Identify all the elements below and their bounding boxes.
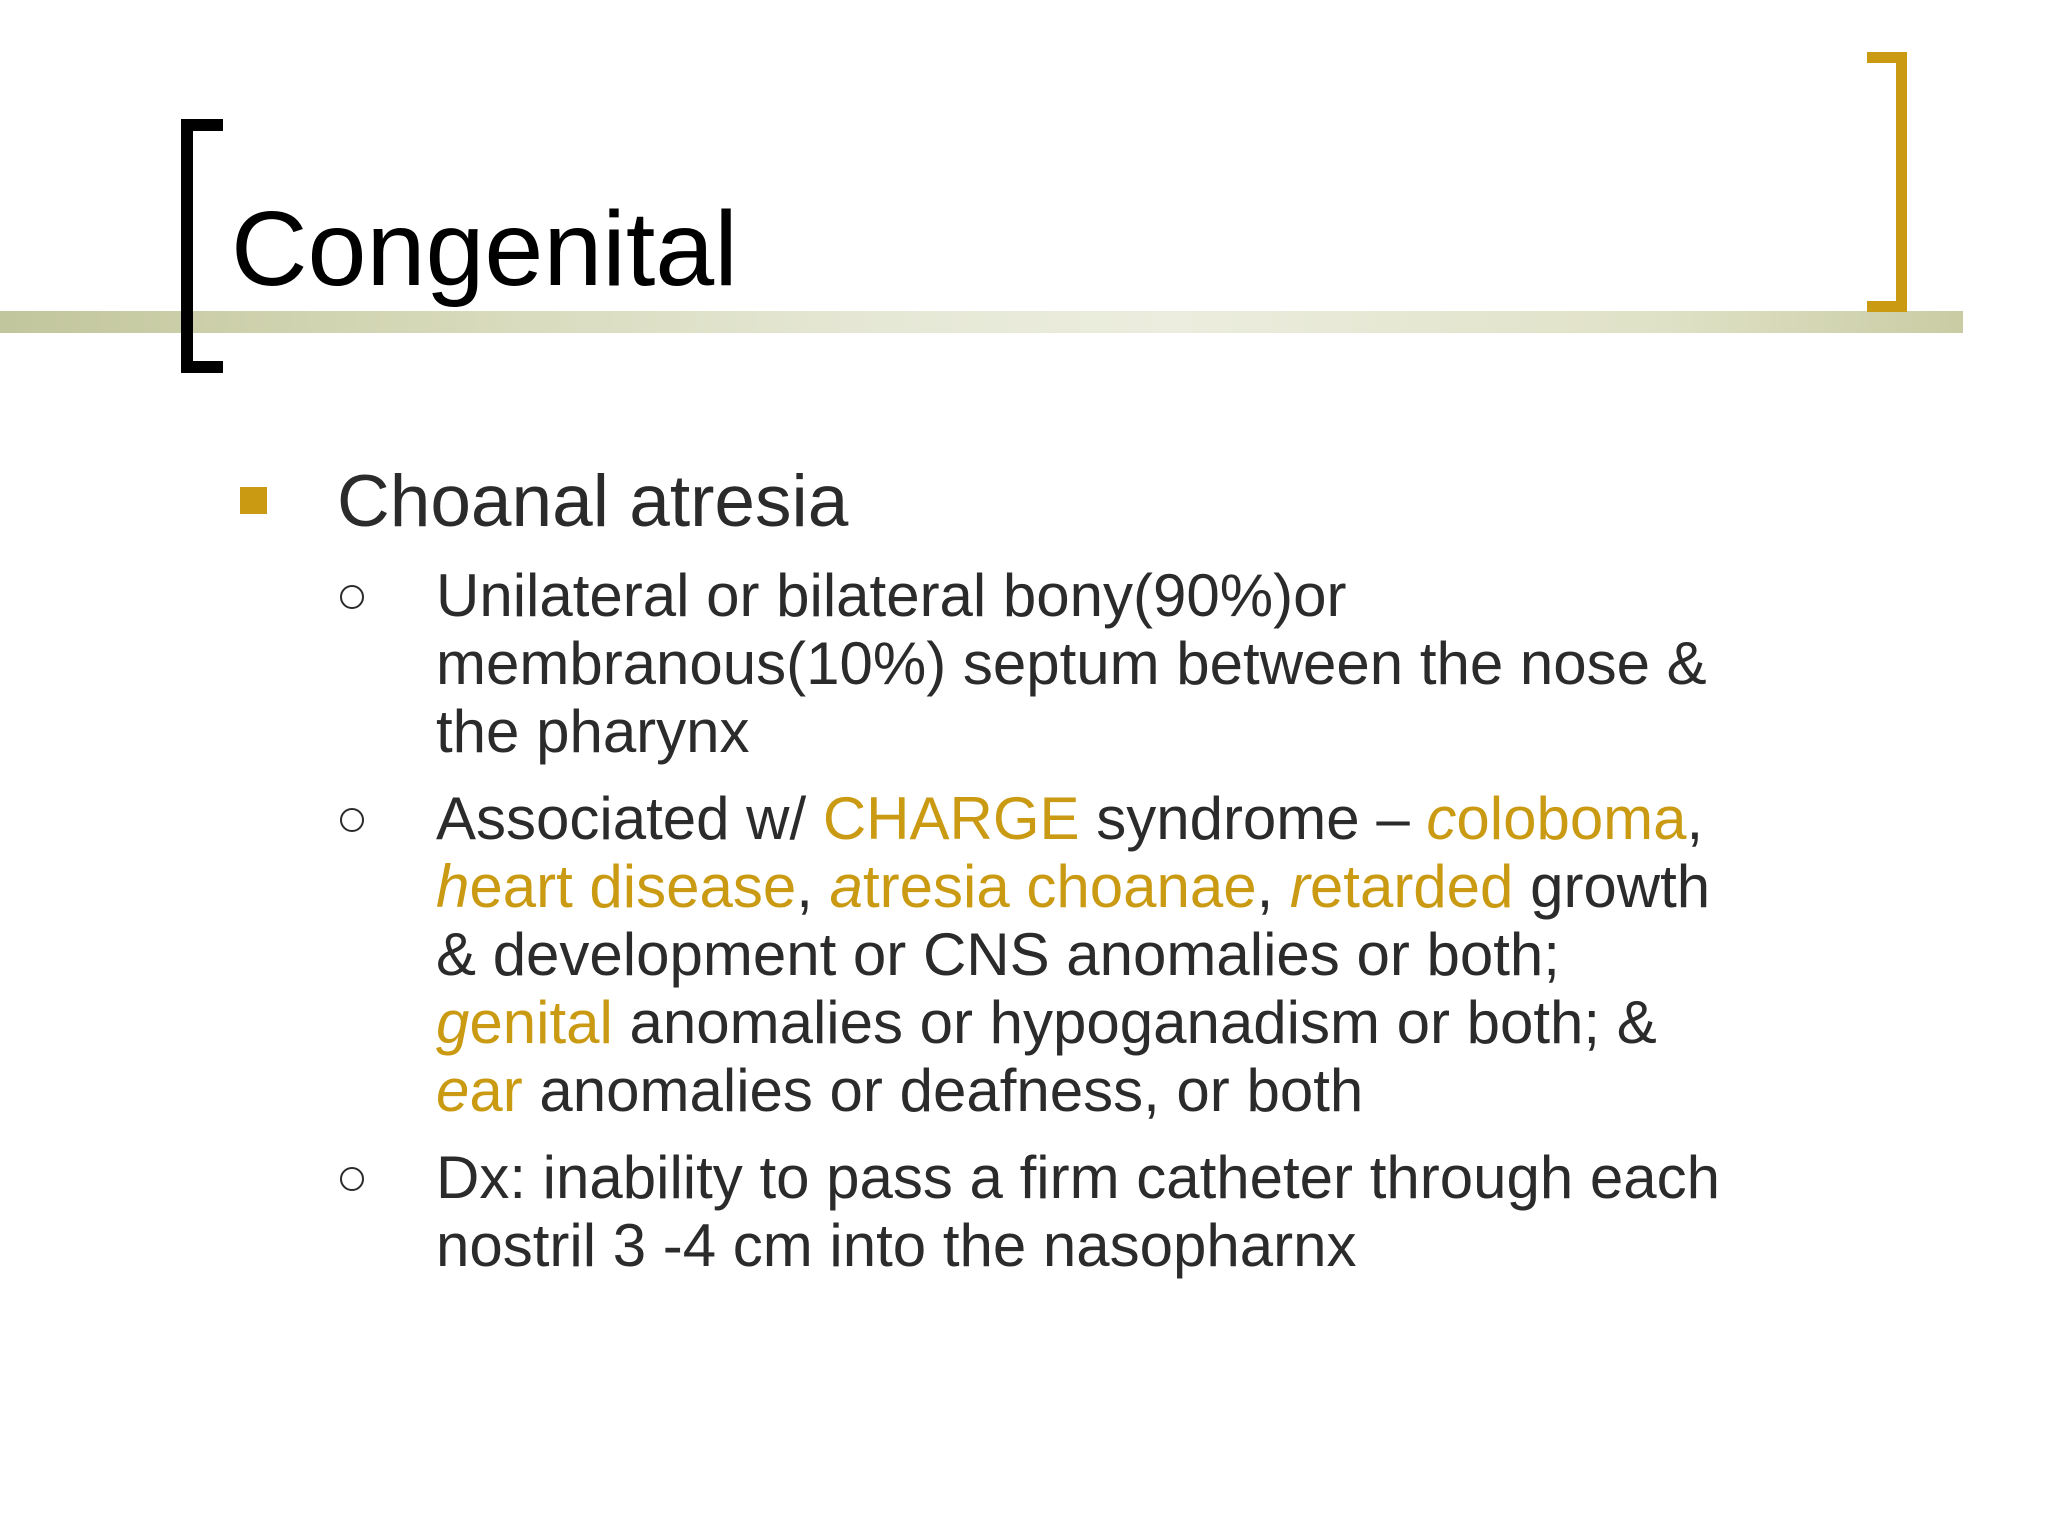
circle-bullet-icon [340, 808, 364, 832]
highlighted-term: eart disease [469, 853, 797, 920]
text-line: nostril 3 -4 cm into the nasopharnx [436, 1212, 1357, 1279]
highlighted-term: etarded [1309, 853, 1514, 920]
text-line: the pharynx [436, 698, 750, 765]
bullet-choanal-atresia: Choanal atresia [337, 461, 849, 542]
text-line: Unilateral or bilateral bony(90%)or [436, 562, 1347, 629]
acronym-letter: a [829, 853, 863, 920]
left-bracket-decoration [181, 119, 223, 373]
subitem-diagnosis [436, 1144, 1936, 1280]
text-line: membranous(10%) septum between the nose & [436, 630, 1707, 697]
text-run: , [796, 853, 830, 920]
subitem-charge-syndrome [436, 785, 1936, 1125]
subitem-anatomy [436, 562, 1936, 766]
acronym-letter: e [436, 1057, 470, 1124]
acronym-letter: g [436, 989, 470, 1056]
text-line: Dx: inability to pass a firm catheter through each [436, 1144, 1720, 1211]
square-bullet-icon [240, 487, 267, 514]
highlighted-term: enital [469, 989, 613, 1056]
highlighted-term: ar [469, 1057, 523, 1124]
text-run: , [1686, 785, 1704, 852]
title-rule [0, 311, 1963, 333]
text-run: growth [1513, 853, 1711, 920]
right-bracket-decoration [1867, 52, 1907, 312]
text-line [436, 989, 1936, 1057]
text-run: syndrome – [1079, 785, 1427, 852]
circle-bullet-icon [340, 1167, 364, 1191]
highlighted-term: oloboma [1456, 785, 1687, 852]
text-run: anomalies or hypoganadism or both; & [612, 989, 1657, 1056]
acronym-letter: h [436, 853, 470, 920]
text-line [436, 1057, 1936, 1125]
highlighted-term: tresia choanae [862, 853, 1257, 920]
text-line [436, 853, 1936, 921]
acronym-letter: c [1426, 785, 1457, 852]
acronym-letter: r [1289, 853, 1310, 920]
text-run: anomalies or deafness, or both [522, 1057, 1364, 1124]
circle-bullet-icon [340, 585, 364, 609]
text-line [436, 785, 1936, 853]
text-run: Associated w/ [436, 785, 823, 852]
text-run: , [1256, 853, 1290, 920]
text-line: & development or CNS anomalies or both; [436, 921, 1560, 988]
charge-term: CHARGE [822, 785, 1080, 852]
slide-title: Congenital [231, 190, 738, 308]
